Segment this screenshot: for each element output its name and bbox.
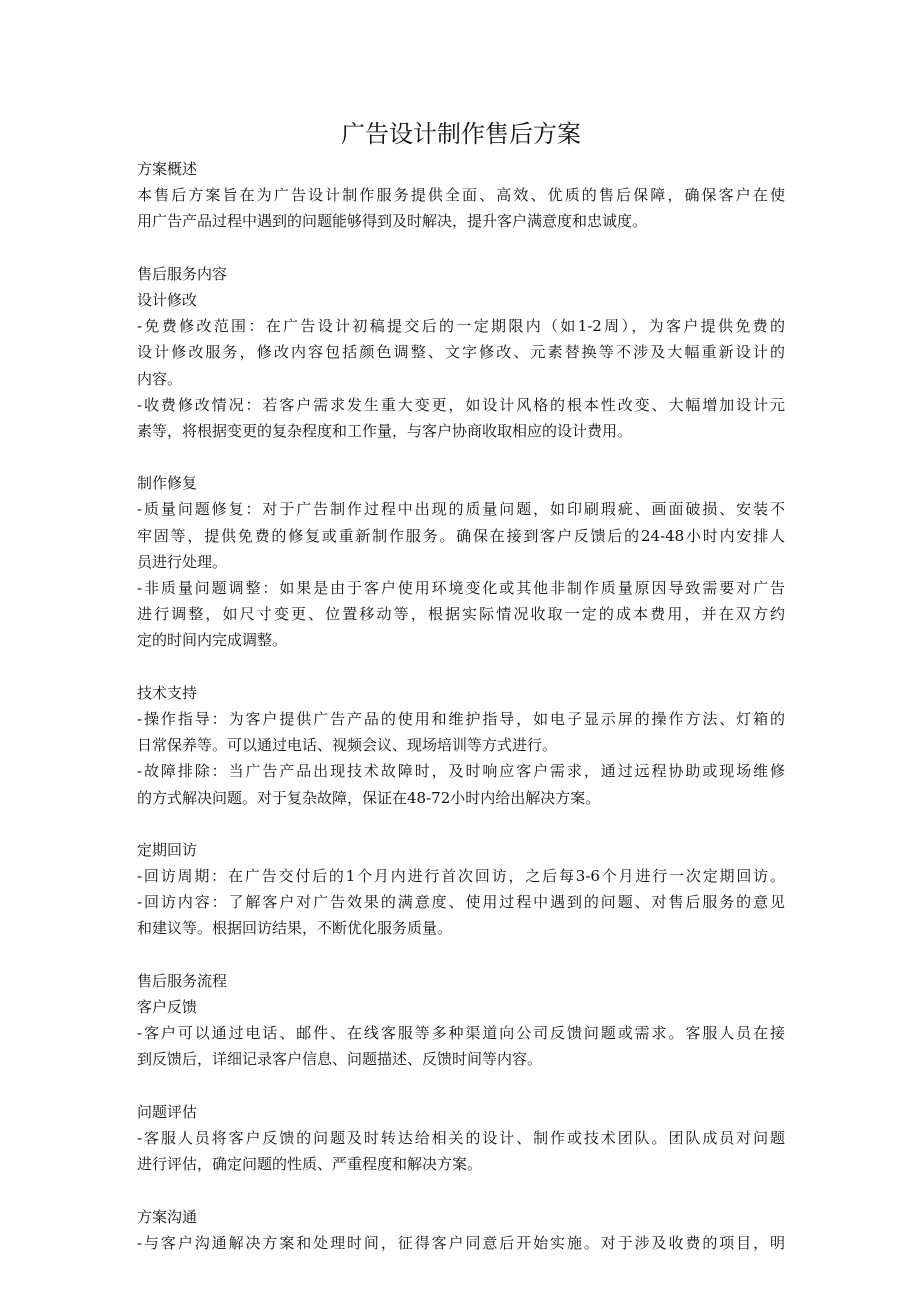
paragraph-line: 和建议等。根据回访结果，不断优化服务质量。 xyxy=(137,919,453,938)
subheading-regular-visit: 定期回访 xyxy=(137,840,198,859)
paragraph-line: 进行评估，确定问题的性质、严重程度和解决方案。 xyxy=(137,1155,483,1174)
section-heading-overview: 方案概述 xyxy=(137,160,198,178)
paragraph-line: 进行调整，如尺寸变更、位置移动等，根据实际情况收取一定的成本费用，并在双方约 xyxy=(137,605,785,624)
paragraph-line: -操作指导：为客户提供广告产品的使用和维护指导，如电子显示屏的操作方法、灯箱的 xyxy=(137,709,785,728)
blank-line xyxy=(137,654,785,680)
paragraph-line: -故障排除：当广告产品出现技术故障时，及时响应客户需求，通过远程协助或现场维修 xyxy=(137,762,785,781)
paragraph-line: 到反馈后，详细记录客户信息、问题描述、反馈时间等内容。 xyxy=(137,1050,543,1069)
subheading-problem-assessment: 问题评估 xyxy=(137,1102,198,1121)
paragraph-line: -非质量问题调整：如果是由于客户使用环境变化或其他非制作质量原因导致需要对广告 xyxy=(137,579,785,597)
blank-line xyxy=(137,942,785,968)
paragraph-line: 的方式解决问题。对于复杂故障，保证在48-72小时内给出解决方案。 xyxy=(137,788,601,807)
subheading-plan-communication: 方案沟通 xyxy=(137,1207,198,1226)
paragraph-line: 内容。 xyxy=(137,369,183,388)
subheading-production-repair: 制作修复 xyxy=(137,474,198,493)
paragraph-line: 牢固等，提供免费的修复或重新制作服务。确保在接到客户反馈后的24-48小时内安排人 xyxy=(137,526,785,545)
paragraph-line: 素等，将根据变更的复杂程度和工作量，与客户协商收取相应的设计费用。 xyxy=(137,421,633,440)
subheading-design-revision: 设计修改 xyxy=(137,290,198,309)
paragraph-line: -收费修改情况：若客户需求发生重大变更，如设计风格的根本性改变、大幅增加设计元 xyxy=(137,395,785,414)
page-title: 广告设计制作售后方案 xyxy=(341,120,581,148)
paragraph-line: -质量问题修复：对于广告制作过程中出现的质量问题，如印刷瑕疵、画面破损、安装不 xyxy=(137,500,785,519)
section-heading-service-content: 售后服务内容 xyxy=(137,264,228,283)
subheading-tech-support: 技术支持 xyxy=(137,683,198,702)
document-body xyxy=(137,156,785,1256)
paragraph-line: -回访周期：在广告交付后的1个月内进行首次回访，之后每3-6个月进行一次定期回访。 xyxy=(137,867,785,886)
paragraph-line: -客服人员将客户反馈的问题及时转达给相关的设计、制作或技术团队。团队成员对问题 xyxy=(137,1128,785,1147)
paragraph-line: -回访内容：了解客户对广告效果的满意度、使用过程中遇到的问题、对售后服务的意见 xyxy=(137,893,785,912)
paragraph-line: -客户可以通过电话、邮件、在线客服等多种渠道向公司反馈问题或需求。客服人员在接 xyxy=(137,1024,785,1043)
paragraph-line: 设计修改服务，修改内容包括颜色调整、文字修改、元素替换等不涉及大幅重新设计的 xyxy=(137,343,785,362)
paragraph-line: 日常保养等。可以通过电话、视频会议、现场培训等方式进行。 xyxy=(137,736,558,755)
section-heading-service-process: 售后服务流程 xyxy=(137,971,228,990)
subheading-customer-feedback: 客户反馈 xyxy=(137,998,198,1016)
paragraph-line: 定的时间内完成调整。 xyxy=(137,631,288,650)
paragraph-line: -免费修改范围：在广告设计初稿提交后的一定期限内（如1-2周），为客户提供免费的 xyxy=(137,317,785,336)
blank-line xyxy=(137,1073,785,1099)
blank-line xyxy=(137,1177,785,1203)
paragraph-line: -与客户沟通解决方案和处理时间，征得客户同意后开始实施。对于涉及收费的项目，明 xyxy=(137,1233,785,1252)
blank-line xyxy=(137,235,785,261)
blank-line xyxy=(137,444,785,470)
paragraph-line: 员进行处理。 xyxy=(137,552,228,571)
paragraph-line: 本售后方案旨在为广告设计制作服务提供全面、高效、优质的售后保障，确保客户在使 xyxy=(137,186,785,205)
paragraph-line: 用广告产品过程中遇到的问题能够得到及时解决，提升客户满意度和忠诚度。 xyxy=(137,212,648,231)
blank-line xyxy=(137,811,785,837)
